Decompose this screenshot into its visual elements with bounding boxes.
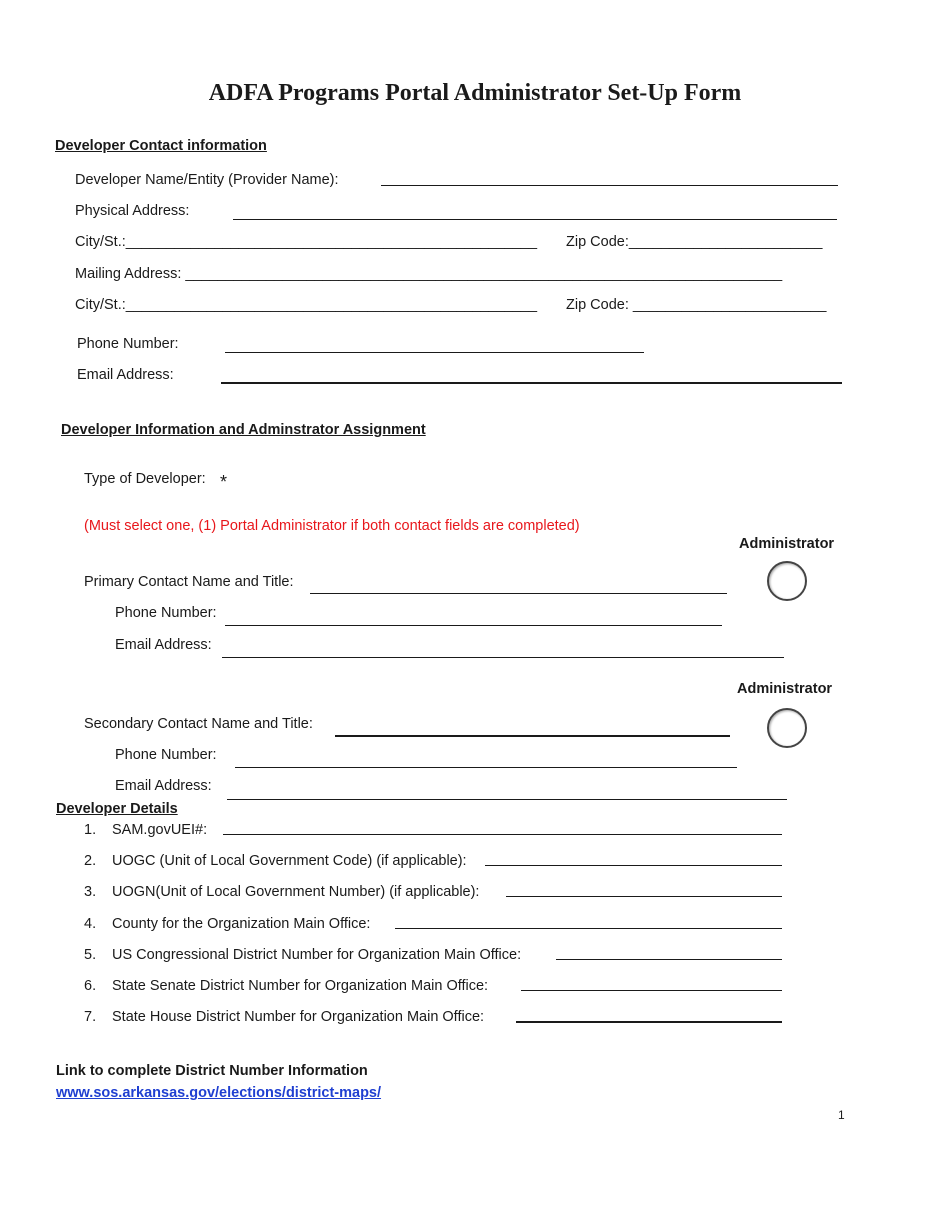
secondary-email-label: Email Address: <box>115 778 212 794</box>
primary-phone-label: Phone Number: <box>115 605 217 621</box>
list-item-number: 7. <box>84 1009 97 1025</box>
list-item-number: 3. <box>84 884 97 900</box>
district-maps-link[interactable]: www.sos.arkansas.gov/elections/district-maps/ <box>56 1085 382 1101</box>
list-item-number: 6. <box>84 978 97 994</box>
primary-contact-field[interactable] <box>310 593 727 594</box>
developer-name-label: Developer Name/Entity (Provider Name): <box>75 172 339 188</box>
selection-note: (Must select one, (1) Portal Administrator if both contact fields are completed) <box>84 518 580 534</box>
page-number: 1 <box>838 1108 845 1122</box>
congressional-district-field[interactable] <box>556 959 782 960</box>
page-title: ADFA Programs Portal Administrator Set-Up Form <box>208 80 742 106</box>
secondary-phone-field[interactable] <box>235 767 737 768</box>
email-address-field[interactable] <box>221 382 842 384</box>
uogc-field[interactable] <box>485 865 782 866</box>
state-senate-district-label: State Senate District Number for Organization Main Office: <box>112 978 489 994</box>
list-item-number: 2. <box>84 853 97 869</box>
contact-section-heading: Developer Contact information <box>55 138 267 154</box>
city-state-field-1[interactable]: City/St.:___________________________________________________ <box>75 234 538 250</box>
type-of-developer-label: Type of Developer: <box>84 471 206 487</box>
mailing-address-field[interactable]: Mailing Address: __________________________________________________________________________ <box>75 266 783 282</box>
primary-administrator-radio[interactable] <box>767 561 807 601</box>
county-field[interactable] <box>395 928 782 929</box>
phone-number-label: Phone Number: <box>77 336 179 352</box>
uogn-field[interactable] <box>506 896 782 897</box>
administrator-label-secondary: Administrator <box>737 681 833 697</box>
secondary-phone-label: Phone Number: <box>115 747 217 763</box>
primary-email-field[interactable] <box>222 657 784 658</box>
required-asterisk: * <box>220 472 228 492</box>
secondary-email-field[interactable] <box>227 799 787 800</box>
list-item-number: 5. <box>84 947 97 963</box>
district-link-heading: Link to complete District Number Information <box>56 1063 368 1079</box>
physical-address-label: Physical Address: <box>75 203 190 219</box>
primary-email-label: Email Address: <box>115 637 212 653</box>
county-label: County for the Organization Main Office: <box>112 916 371 932</box>
primary-phone-field[interactable] <box>225 625 722 626</box>
administrator-label-primary: Administrator <box>739 536 835 552</box>
secondary-contact-label: Secondary Contact Name and Title: <box>84 716 313 732</box>
sam-uei-label: SAM.govUEI#: <box>112 822 208 838</box>
state-house-district-label: State House District Number for Organization Main Office: <box>112 1009 485 1025</box>
primary-contact-label: Primary Contact Name and Title: <box>84 574 294 590</box>
physical-address-field[interactable] <box>233 219 837 220</box>
uogn-label: UOGN(Unit of Local Government Number) (if applicable): <box>112 884 480 900</box>
list-item-number: 1. <box>84 822 97 838</box>
city-state-field-2[interactable]: City/St.:___________________________________________________ <box>75 297 538 313</box>
list-item-number: 4. <box>84 916 97 932</box>
assignment-section-heading: Developer Information and Adminstrator Assignment <box>61 422 426 438</box>
state-house-district-field[interactable] <box>516 1021 782 1023</box>
secondary-administrator-radio[interactable] <box>767 708 807 748</box>
sam-uei-field[interactable] <box>223 834 782 835</box>
congressional-district-label: US Congressional District Number for Organization Main Office: <box>112 947 522 963</box>
details-section-heading: Developer Details <box>56 801 178 817</box>
zip-code-field-2[interactable]: Zip Code: ________________________ <box>566 297 827 313</box>
phone-number-field[interactable] <box>225 352 644 353</box>
secondary-contact-field[interactable] <box>335 735 730 737</box>
developer-name-field[interactable] <box>381 185 838 186</box>
zip-code-field-1[interactable]: Zip Code:________________________ <box>566 234 823 250</box>
email-address-label: Email Address: <box>77 367 174 383</box>
uogc-label: UOGC (Unit of Local Government Code) (if applicable): <box>112 853 467 869</box>
state-senate-district-field[interactable] <box>521 990 782 991</box>
